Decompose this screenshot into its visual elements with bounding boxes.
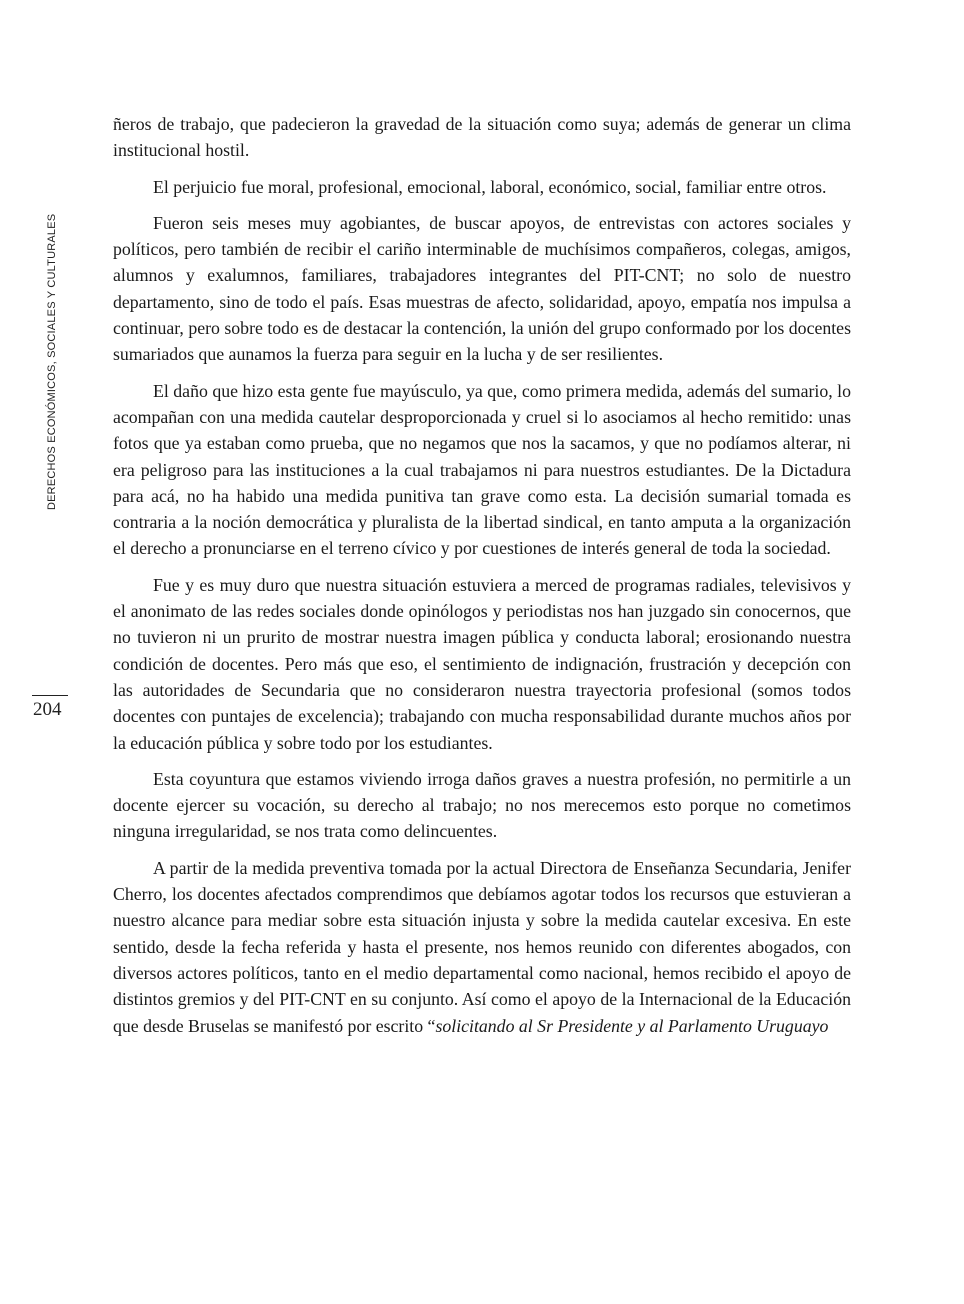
paragraph: El perjuicio fue moral, profesional, emocional, laboral, económico, social, familiar entre otros. [153, 176, 827, 197]
page-number: 204 [33, 699, 62, 720]
running-title: DERECHOS ECONÓMICOS, SOCIALES Y CULTURALES [46, 213, 58, 510]
paragraph: ñeros de trabajo, que padecieron la gravedad de la situación como suya; además de generar un clima institucional hostil. [113, 114, 851, 161]
body-text [113, 111, 851, 1049]
paragraph: Fueron seis meses muy agobiantes, de buscar apoyos, de entrevistas con actores sociales y políticos, pero también de recibir el cariño interminable de muchísimos compañeros, colegas, amigos, alumnos y exalumnos, familiares, trabajadores integrantes del PIT-CNT; no solo de nuestro departamento, sino de todo el país. Esas muestras de afecto, solidaridad, apoyo, empatía nos impulsa a continuar, pero sobre todo es de destacar la contención, la unión del grupo conformado por los docentes sumariados que aunamos la fuerza para seguir en la lucha y de ser resilientes. [113, 212, 851, 365]
paragraph: Esta coyuntura que estamos viviendo irroga daños graves a nuestra profesión, no permitirle a un docente ejercer su vocación, su derecho al trabajo; no nos merecemos esto porque no cometimos ninguna irregularidad, se nos trata como delincuentes. [113, 768, 851, 842]
paragraph: El daño que hizo esta gente fue mayúsculo, ya que, como primera medida, además del sumario, lo acompañan con una medida cautelar desproporcionada y cruel si lo asociamos al hecho remitido: unas fotos que ya estaban como prueba, que no negamos que nos la sacamos, y que no podíamos alterar, ni era peligroso para las instituciones a la cual trabajamos ni para nuestros estudiantes. De la Dictadura para acá, no ha habido una medida punitiva tan grave como esta. La decisión sumarial tomada es contraria a la noción democrática y pluralista de la libertad sindical, en tanto amputa a la organización el derecho a pronunciarse en el terreno cívico y por cuestiones de interés general de toda la sociedad. [113, 380, 851, 559]
quoted-text: solicitando al Sr Presidente y al Parlamento Uruguayo [435, 1015, 829, 1036]
paragraph: Fue y es muy duro que nuestra situación estuviera a merced de programas radiales, televisivos y el anonimato de las redes sociales donde opinólogos y periodistas nos han juzgado sin conocernos, que no tuvieron ni un prurito de mostrar nuestra imagen pública y conducta laboral; erosionando nuestra condición de docentes. Pero más que eso, el sentimiento de indignación, frustración y decepción con las autoridades de Secundaria que no consideraron nuestra trayectoria profesional (somos todos docentes con puntajes de excelencia); trabajando con mucha responsabilidad durante muchos años por la educación pública y sobre todo por los estudiantes. [113, 574, 851, 753]
paragraph: A partir de la medida preventiva tomada por la actual Directora de Enseñanza Secundaria, Jenifer Cherro, los docentes afectados comprendimos que debíamos agotar todos los recursos que estuvieran a nuestro alcance para mediar sobre esta situación injusta y sobre la medida cautelar excesiva. En este sentido, desde la fecha referida y hasta el presente, nos hemos reunido con diferentes abogados, con diversos actores políticos, tanto en el medio departamental como nacional, hemos recibido el apoyo de distintos gremios y del PIT-CNT en su conjunto. Así como el apoyo de la Internacional de la Educación que desde Bruselas se manifestó por escrito “solicitando al Sr Presidente y al Parlamento Uruguayo [113, 857, 851, 1036]
page-number-rule [32, 695, 68, 696]
